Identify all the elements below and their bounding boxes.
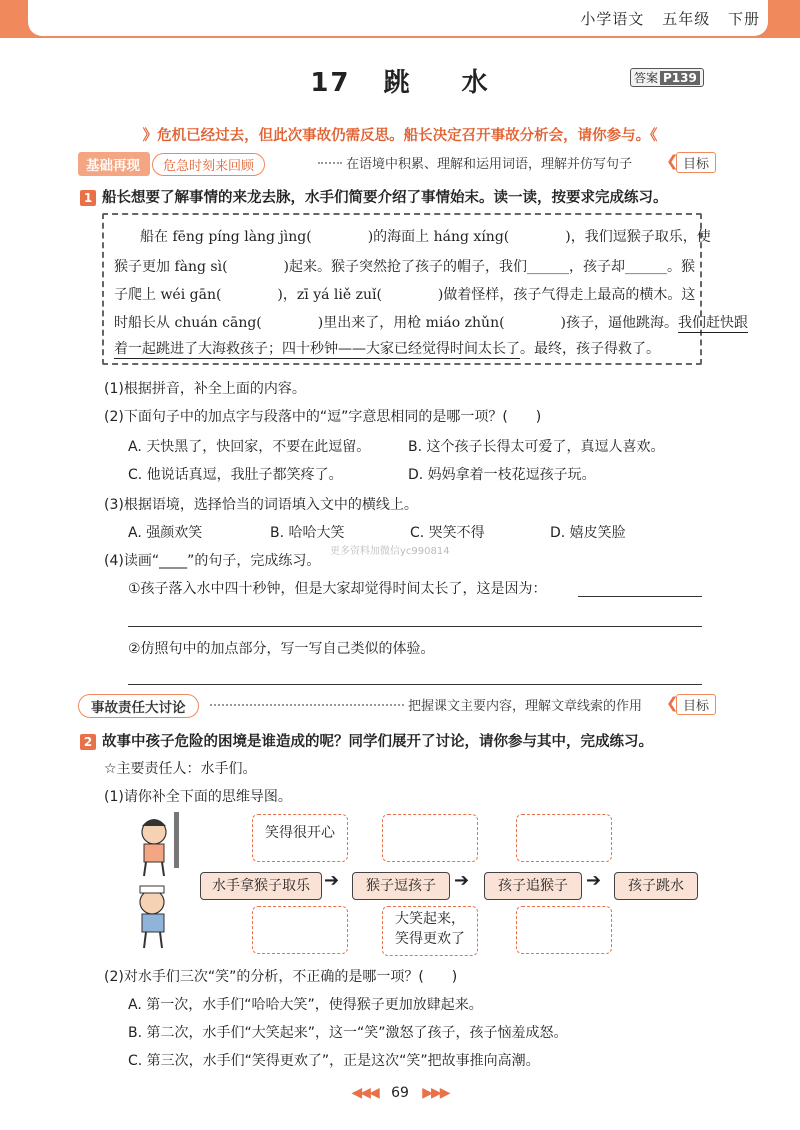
underlined-sentence-start: 我们赶快跟 <box>678 312 748 333</box>
intro-text: 》危机已经过去，但此次事故仍需反思。船长决定召开事故分析会，请你参与。《 <box>142 128 658 144</box>
q1-sub-2-option-a: A. 天快黑了，快回家，不要在此逗留。 <box>128 439 371 455</box>
answer-reference <box>630 68 704 87</box>
q1-sub-4: (4)读画“____”的句子，完成练习。 <box>104 553 321 569</box>
q1-sub-4-part-1: ①孩子落入水中四十秒钟，但是大家却觉得时间太长了，这是因为： <box>128 581 547 597</box>
section-2-badge: 事故责任大讨论 <box>78 694 199 718</box>
q1-sub-4-part-2: ②仿照句中的加点部分，写一写自己类似的体验。 <box>128 641 435 657</box>
sailor-illustration <box>128 810 198 950</box>
q1-sub-3: (3)根据语境，选择恰当的词语填入文中的横线上。 <box>104 497 418 513</box>
passage-line-2: 猴子更加 fàng sì( )起来。猴子突然抢了孩子的帽子，我们______，孩子却______。猴 <box>114 259 695 275</box>
section-2-goal: 把握课文主要内容，理解文章线索的作用 <box>408 699 643 714</box>
flow-step-3: 孩子追猴子 <box>484 872 582 900</box>
q1-sub-3-option-c: C. 哭笑不得 <box>410 525 485 541</box>
flow-step-4: 孩子跳水 <box>614 872 698 900</box>
arrow-right-icon: ➔ <box>586 870 602 891</box>
title-char-2: 水 <box>461 68 490 98</box>
goal-arrow-icon: ❮ <box>666 694 679 712</box>
question-2-title <box>80 730 653 751</box>
page-number-text: 69 <box>391 1085 409 1101</box>
question-1-title <box>80 186 668 207</box>
question-2-number: 2 <box>80 734 96 750</box>
right-arrows-icon: ▶▶▶ <box>422 1085 449 1101</box>
q2-sub-2-option-c: C. 第三次，水手们“笑得更欢了”，正是这次“笑”把故事推向高潮。 <box>128 1053 540 1069</box>
question-1-number: 1 <box>80 190 96 206</box>
passage-line-1: 船在 fēng píng làng jìng( )的海面上 háng xíng( )，我们逗猴子取乐，使 <box>140 229 711 245</box>
note-bottom-1-blank[interactable] <box>252 906 348 954</box>
section-1-goal: 在语境中积累、理解和运用词语，理解并仿写句子 <box>346 157 633 172</box>
q1-sub-2-option-d: D. 妈妈拿着一枝花逗孩子玩。 <box>408 467 596 483</box>
passage-line-4 <box>114 312 748 333</box>
answer-label: 答案 <box>634 71 659 85</box>
q1-sub-1: (1)根据拼音，补全上面的内容。 <box>104 381 306 397</box>
section-1-badge: 基础再现 <box>78 152 150 176</box>
header-subject: 小学语文 <box>580 10 645 28</box>
q1-sub-2-option-b: B. 这个孩子长得太可爱了，真逗人喜欢。 <box>408 439 665 455</box>
arrow-right-icon: ➔ <box>454 870 470 891</box>
q1-sub-2: (2)下面句子中的加点字与段落中的“逗”字意思相同的是哪一项？( ) <box>104 409 542 425</box>
question-1-text: 船长想要了解事情的来龙去脉，水手们简要介绍了事情始末。读一读，按要求完成练习。 <box>102 190 668 206</box>
section-1-goal-label: 目标 <box>676 152 716 173</box>
q2-sub-2: (2)对水手们三次“笑”的分析，不正确的是哪一项？( ) <box>104 969 458 985</box>
q1-sub-3-option-b: B. 哈哈大笑 <box>270 525 345 541</box>
note-top-1-text: 笑得很开心 <box>265 825 335 841</box>
goal-arrow-icon: ❮ <box>666 152 679 170</box>
header-grade: 五年级 <box>662 10 711 28</box>
section-2-header <box>78 694 199 716</box>
divider-dots-2 <box>210 704 404 706</box>
flow-step-1: 水手拿猴子取乐 <box>200 872 322 900</box>
q2-sub-1: (1)请你补全下面的思维导图。 <box>104 789 292 805</box>
note-bottom-2-line-2: 笑得更欢了 <box>395 931 465 947</box>
answer-line-3[interactable] <box>128 684 702 685</box>
note-top-3-blank[interactable] <box>516 814 612 862</box>
note-top-2-blank[interactable] <box>382 814 478 862</box>
header-volume: 下册 <box>727 10 760 28</box>
section-2-goal-label: 目标 <box>676 694 716 715</box>
note-top-1 <box>252 814 348 862</box>
flow-step-2: 猴子逗孩子 <box>352 872 450 900</box>
underlined-sentence-end: 着一起跳进了大海救孩子；四十秒钟——大家已经觉得时间太长了 <box>114 338 520 359</box>
q1-sub-2-option-c: C. 他说话真逗，我肚子都笑疼了。 <box>128 467 343 483</box>
answer-line-2[interactable] <box>128 626 702 627</box>
divider-dots <box>318 162 342 164</box>
note-bottom-2 <box>382 906 478 956</box>
left-arrows-icon: ◀◀◀ <box>351 1085 378 1101</box>
q2-sub-2-option-a: A. 第一次，水手们“哈哈大笑”，使得猴子更加放肆起来。 <box>128 997 483 1013</box>
passage-line-4-text: 时船长从 chuán cāng( )里出来了，用枪 miáo zhǔn( )孩子，逼他跳海。 <box>114 315 679 331</box>
section-1-header <box>78 152 265 174</box>
q2-sub-2-option-b: B. 第二次，水手们“大笑起来”，这一“笑”激怒了孩子，孩子恼羞成怒。 <box>128 1025 568 1041</box>
passage-line-5 <box>114 338 660 359</box>
q1-sub-3-option-a: A. 强颜欢笑 <box>128 525 203 541</box>
page-number <box>0 1085 800 1101</box>
answer-line-1[interactable] <box>578 596 702 597</box>
watermark: 更多资料加微信yc990814 <box>330 546 450 557</box>
book-header <box>568 8 760 29</box>
question-2-text: 故事中孩子危险的困境是谁造成的呢？同学们展开了讨论，请你参与其中，完成练习。 <box>102 734 653 750</box>
answer-page: P139 <box>660 71 700 85</box>
note-bottom-3-blank[interactable] <box>516 906 612 954</box>
lesson-number: 17 <box>310 68 351 98</box>
title-char-1: 跳 <box>383 68 412 98</box>
q2-main-responsible: ☆主要责任人：水手们。 <box>104 761 257 777</box>
section-1-subbadge: 危急时刻来回顾 <box>152 153 265 176</box>
arrow-right-icon: ➔ <box>324 870 340 891</box>
passage-line-5-tail: 。最终，孩子得救了。 <box>520 341 660 357</box>
q1-sub-3-option-d: D. 嬉皮笑脸 <box>550 525 626 541</box>
passage-line-3: 子爬上 wéi gān( )，zī yá liě zuǐ( )做着怪样，孩子气得走上最高的横木。这 <box>114 287 696 303</box>
note-bottom-2-line-1: 大笑起来， <box>395 911 465 927</box>
